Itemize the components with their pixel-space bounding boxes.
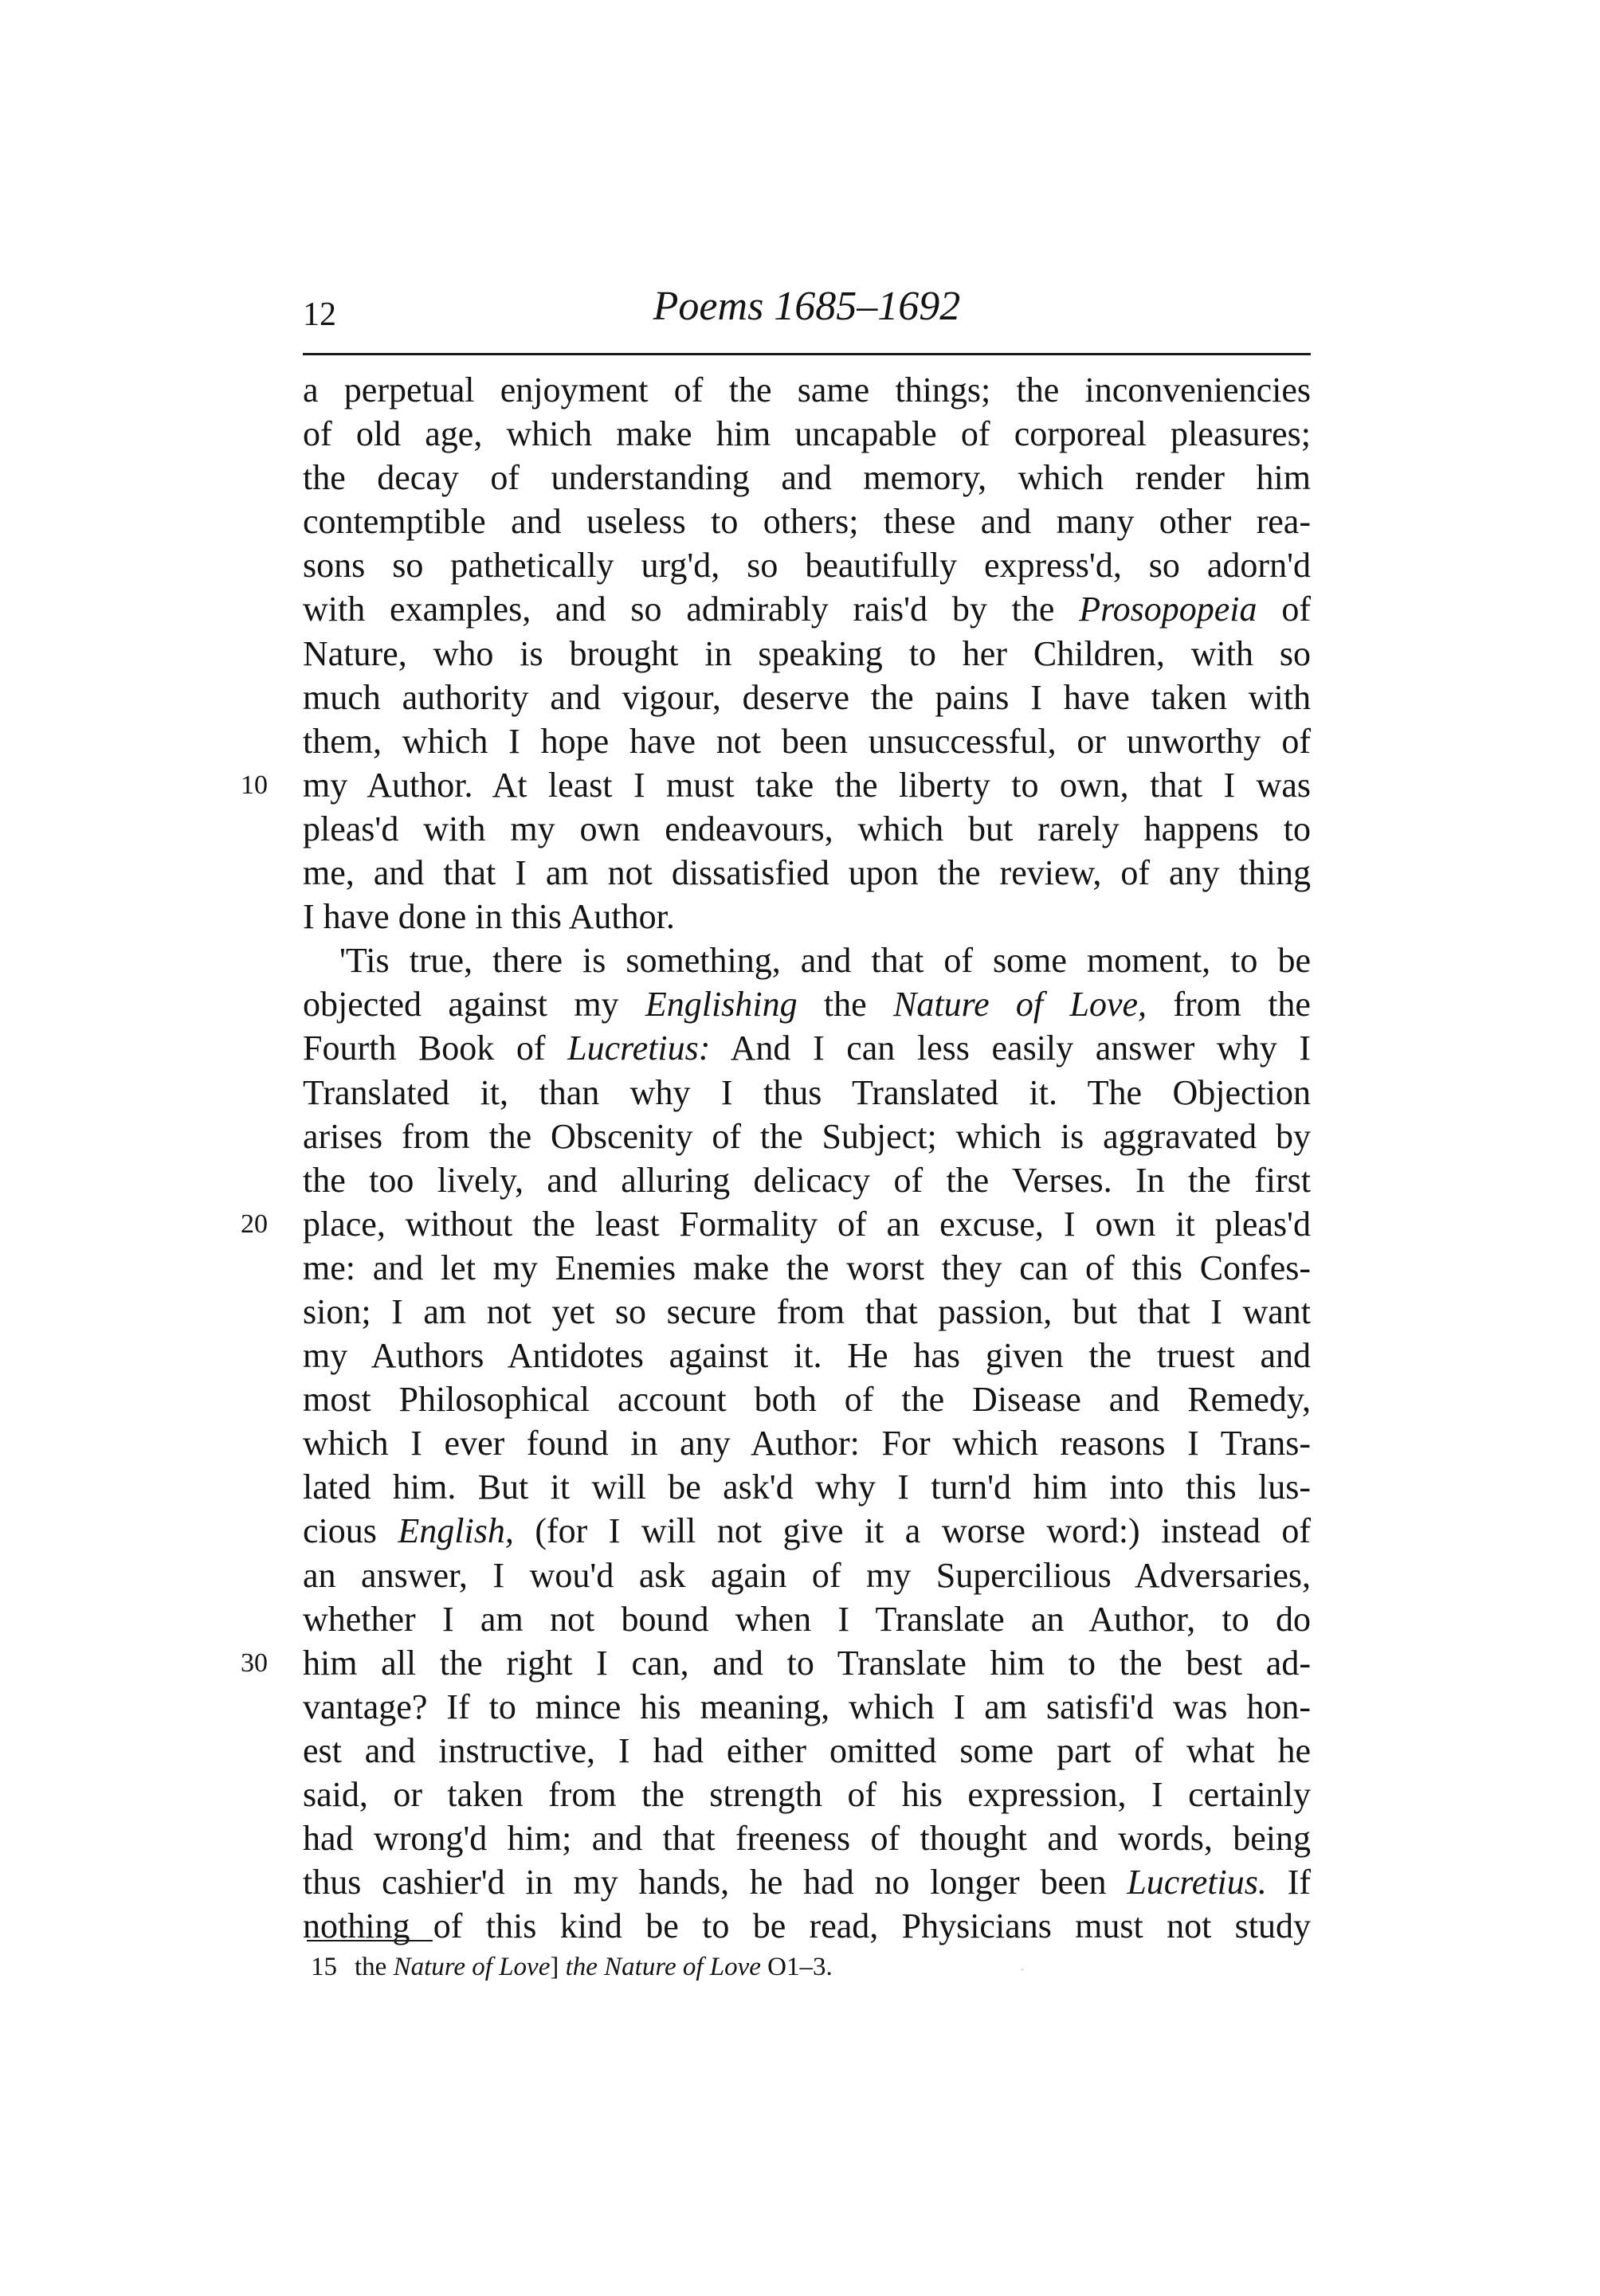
line-number: 20	[241, 1209, 268, 1239]
italic-term: Prosopopeia	[1079, 590, 1257, 629]
text-line: arises from the Obscenity of the Subject; which is aggravated by	[303, 1116, 1311, 1156]
text-line: a perpetual enjoyment of the same things; the inconveniencies	[303, 370, 1311, 409]
text-line: Translated it, than why I thus Translated it. The Objection	[303, 1072, 1311, 1112]
text-line: an answer, I wou'd ask again of my Supercilious Adversaries,	[303, 1555, 1311, 1595]
italic-term: Nature of Love,	[893, 985, 1147, 1025]
text-line: me: and let my Enemies make the worst they can of this Confes-	[303, 1248, 1311, 1287]
lemma: Nature of Love	[393, 1953, 551, 1981]
stray-mark: ·	[1020, 1961, 1025, 1979]
text-line: lated him. But it will be ask'd why I turn'd him into this lus-	[303, 1467, 1311, 1507]
footnote-rule	[307, 1940, 433, 1941]
text-line: thus cashier'd in my hands, he had no longer been Lucretius. If	[303, 1863, 1311, 1902]
text-line: Fourth Book of Lucretius: And I can less easily answer why I	[303, 1028, 1311, 1068]
body-text	[241, 368, 1311, 1948]
text-line: objected against my Englishing the Nature of Love, from the	[303, 985, 1311, 1025]
text-line: much authority and vigour, deserve the pains I have taken with	[303, 677, 1311, 717]
line-number: 30	[241, 1648, 268, 1678]
header-rule	[303, 353, 1311, 355]
variant-reading: the Nature of Love	[565, 1953, 761, 1981]
footnote: 15 the Nature of Love] the Nature of Love O1–3.	[311, 1953, 833, 1981]
text-line: pleas'd with my own endeavours, which but rarely happens to	[303, 809, 1311, 848]
text-line: with examples, and so admirably rais'd by the Prosopopeia of	[303, 590, 1311, 629]
running-head: Poems 1685–1692	[653, 284, 961, 329]
text-line: of old age, which make him uncapable of corporeal pleasures;	[303, 414, 1311, 454]
text-line: said, or taken from the strength of his expression, I certainly	[303, 1775, 1311, 1814]
text-line: most Philosophical account both of the Disease and Remedy,	[303, 1380, 1311, 1420]
page-header	[303, 283, 1311, 340]
text-line: I have done in this Author.	[303, 897, 675, 937]
text-line: 10 my Author. At least I must take the liberty to own, that I was	[303, 763, 1311, 807]
italic-term: Lucretius:	[567, 1028, 711, 1068]
page-number: 12	[303, 296, 336, 333]
italic-term: English,	[398, 1511, 514, 1551]
text-line: sons so pathetically urg'd, so beautifully express'd, so adorn'd	[303, 546, 1311, 586]
text-line: 'Tis true, there is something, and that of some moment, to be	[339, 941, 1311, 981]
line-number: 10	[241, 770, 268, 800]
text-line: my Authors Antidotes against it. He has given the truest and	[303, 1336, 1311, 1376]
text-line: had wrong'd him; and that freeness of thought and words, being	[303, 1819, 1311, 1859]
text-line: 20 place, without the least Formality of an excuse, I own it pleas'd	[303, 1202, 1311, 1246]
text-line: contemptible and useless to others; these and many other rea-	[303, 502, 1311, 542]
text-line: 30 him all the right I can, and to Translate him to the best ad-	[303, 1641, 1311, 1685]
text-line: cious English, (for I will not give it a worse word:) instead of	[303, 1511, 1311, 1551]
text-line: est and instructive, I had either omitted some part of what he	[303, 1730, 1311, 1770]
text-line: whether I am not bound when I Translate an Author, to do	[303, 1599, 1311, 1639]
text-line: sion; I am not yet so secure from that passion, but that I want	[303, 1291, 1311, 1331]
text-line: vantage? If to mince his meaning, which I am satisfi'd was hon-	[303, 1687, 1311, 1726]
text-line: nothing of this kind be to be read, Physicians must not study	[303, 1906, 1311, 1946]
footnote-line-ref: 15	[311, 1953, 337, 1981]
italic-term: Lucretius.	[1127, 1863, 1267, 1902]
text-line: the too lively, and alluring delicacy of the Verses. In the first	[303, 1160, 1311, 1200]
text-line: the decay of understanding and memory, which render him	[303, 458, 1311, 498]
italic-term: Englishing	[645, 985, 798, 1025]
text-line: which I ever found in any Author: For which reasons I Trans-	[303, 1424, 1311, 1463]
text-line: Nature, who is brought in speaking to her Children, with so	[303, 633, 1311, 673]
text-line: me, and that I am not dissatisfied upon the review, of any thing	[303, 853, 1311, 893]
text-line: them, which I hope have not been unsuccessful, or unworthy of	[303, 721, 1311, 761]
